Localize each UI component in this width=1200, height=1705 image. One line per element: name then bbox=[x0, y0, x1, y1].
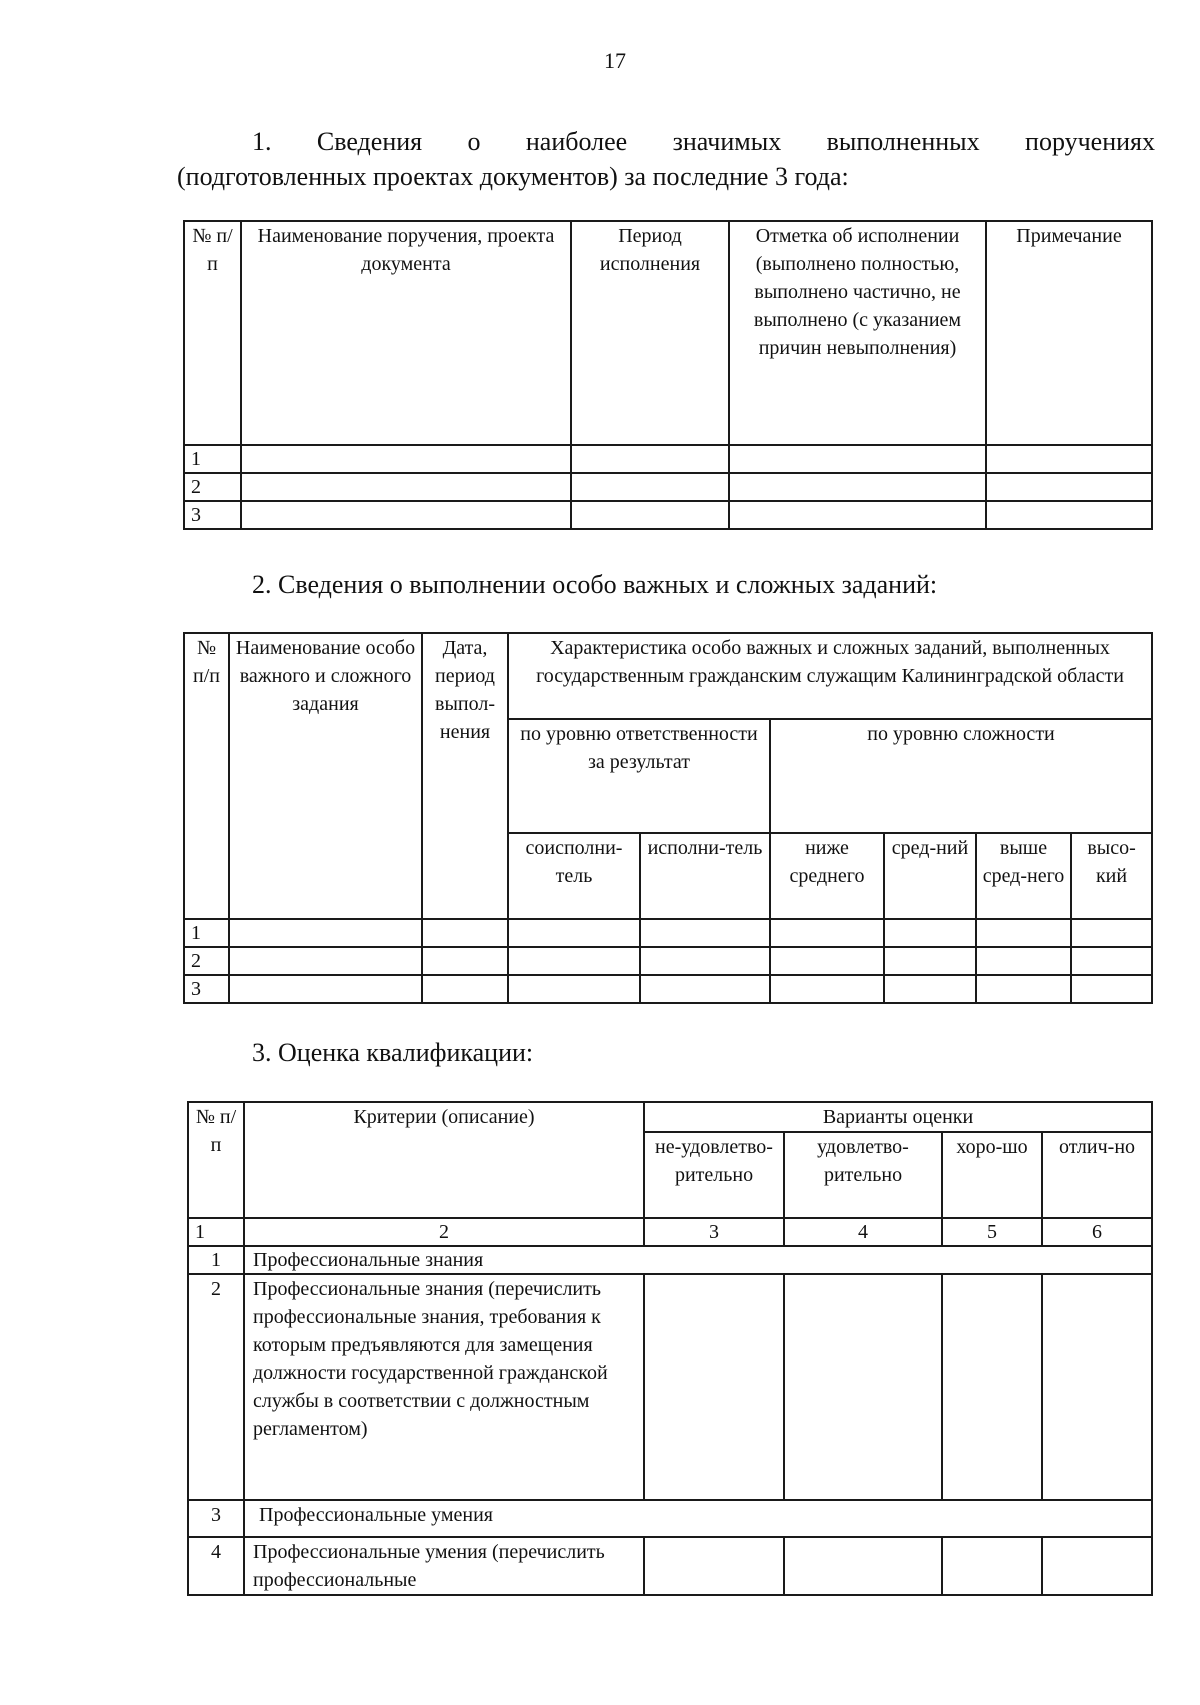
table-row bbox=[188, 1500, 1152, 1537]
empty-cell bbox=[1071, 975, 1152, 1003]
empty-cell bbox=[729, 445, 986, 473]
assignments-table bbox=[183, 220, 1153, 530]
empty-cell bbox=[1042, 1274, 1152, 1500]
row-number: 3 bbox=[184, 975, 229, 1003]
table-row bbox=[184, 473, 1152, 501]
header-execution-mark: Отметка об исполнении (выполнено полностью, выполнено частично, не выполнено (с указанием причин невыполнения) bbox=[729, 221, 986, 445]
table-row bbox=[184, 445, 1152, 473]
empty-cell bbox=[976, 919, 1071, 947]
header-co-executor: соисполни-тель bbox=[508, 833, 640, 919]
header-good: хоро-шо bbox=[942, 1132, 1042, 1218]
empty-cell bbox=[729, 501, 986, 529]
header-assessment-variants: Варианты оценки bbox=[644, 1102, 1152, 1132]
empty-cell bbox=[976, 975, 1071, 1003]
table-header-row bbox=[184, 633, 1152, 719]
column-number: 2 bbox=[244, 1218, 644, 1246]
table-header-row bbox=[184, 221, 1152, 445]
criteria-description: Профессиональные знания (перечислить профессиональные знания, требования к которым предъявляются для замещения должности государственной гражданской службы в соответствии с должностным регламентом) bbox=[244, 1274, 644, 1500]
row-number: 1 bbox=[184, 919, 229, 947]
header-by-complexity: по уровню сложности bbox=[770, 719, 1152, 833]
criteria-description: Профессиональные умения (перечислить профессиональные bbox=[244, 1537, 644, 1595]
empty-cell bbox=[784, 1537, 942, 1595]
column-number: 4 bbox=[784, 1218, 942, 1246]
section-3-heading: 3. Оценка квалификации: bbox=[252, 1038, 534, 1067]
empty-cell bbox=[976, 947, 1071, 975]
empty-cell bbox=[508, 919, 640, 947]
empty-cell bbox=[644, 1274, 784, 1500]
row-number: 2 bbox=[184, 473, 241, 501]
empty-cell bbox=[770, 975, 884, 1003]
header-excellent: отлич-но bbox=[1042, 1132, 1152, 1218]
empty-cell bbox=[422, 947, 508, 975]
row-number: 3 bbox=[184, 501, 241, 529]
qualification-table bbox=[187, 1101, 1153, 1596]
section-1-heading: 1. Сведения о наиболее значимых выполненных поручениях bbox=[252, 127, 1155, 156]
empty-cell bbox=[770, 919, 884, 947]
column-numbers-row bbox=[188, 1218, 1152, 1246]
header-characteristic: Характеристика особо важных и сложных заданий, выполненных государственным гражданским служащим Калининградской области bbox=[508, 633, 1152, 719]
row-number: 4 bbox=[188, 1537, 244, 1595]
column-number: 6 bbox=[1042, 1218, 1152, 1246]
special-tasks-table bbox=[183, 632, 1153, 1004]
empty-cell bbox=[1042, 1537, 1152, 1595]
empty-cell bbox=[422, 919, 508, 947]
empty-cell bbox=[1071, 919, 1152, 947]
header-above-average: выше сред-него bbox=[976, 833, 1071, 919]
header-assignment-name: Наименование поручения, проекта документа bbox=[241, 221, 571, 445]
criteria-group-label: Профессиональные умения bbox=[244, 1500, 1152, 1537]
empty-cell bbox=[942, 1274, 1042, 1500]
empty-cell bbox=[571, 501, 729, 529]
row-number: 1 bbox=[184, 445, 241, 473]
column-number: 3 bbox=[644, 1218, 784, 1246]
empty-cell bbox=[1071, 947, 1152, 975]
header-average: сред-ний bbox=[884, 833, 976, 919]
empty-cell bbox=[571, 445, 729, 473]
header-note: Примечание bbox=[986, 221, 1152, 445]
header-number: № п/п bbox=[184, 221, 241, 445]
empty-cell bbox=[884, 975, 976, 1003]
empty-cell bbox=[986, 445, 1152, 473]
section-1-heading-continued: (подготовленных проектах документов) за последние 3 года: bbox=[177, 162, 849, 191]
empty-cell bbox=[942, 1537, 1042, 1595]
column-number: 5 bbox=[942, 1218, 1042, 1246]
empty-cell bbox=[784, 1274, 942, 1500]
header-unsatisfactory: не-удовлетво-рительно bbox=[644, 1132, 784, 1218]
empty-cell bbox=[229, 975, 422, 1003]
empty-cell bbox=[508, 975, 640, 1003]
table-row bbox=[188, 1537, 1152, 1595]
table-header-row bbox=[188, 1102, 1152, 1132]
empty-cell bbox=[640, 975, 770, 1003]
empty-cell bbox=[640, 947, 770, 975]
empty-cell bbox=[986, 501, 1152, 529]
empty-cell bbox=[986, 473, 1152, 501]
empty-cell bbox=[640, 919, 770, 947]
header-number: № п/п bbox=[184, 633, 229, 919]
table-row bbox=[184, 975, 1152, 1003]
section-2-heading: 2. Сведения о выполнении особо важных и сложных заданий: bbox=[252, 570, 938, 599]
empty-cell bbox=[229, 947, 422, 975]
header-criteria: Критерии (описание) bbox=[244, 1102, 644, 1218]
header-satisfactory: удовлетво-рительно bbox=[784, 1132, 942, 1218]
header-number: № п/п bbox=[188, 1102, 244, 1218]
header-below-average: ниже среднего bbox=[770, 833, 884, 919]
empty-cell bbox=[241, 445, 571, 473]
header-task-name: Наименование особо важного и сложного задания bbox=[229, 633, 422, 919]
empty-cell bbox=[422, 975, 508, 1003]
empty-cell bbox=[770, 947, 884, 975]
empty-cell bbox=[571, 473, 729, 501]
empty-cell bbox=[229, 919, 422, 947]
column-number: 1 bbox=[188, 1218, 244, 1246]
row-number: 2 bbox=[188, 1274, 244, 1500]
table-row bbox=[184, 919, 1152, 947]
row-number: 1 bbox=[188, 1246, 244, 1274]
empty-cell bbox=[241, 473, 571, 501]
empty-cell bbox=[508, 947, 640, 975]
empty-cell bbox=[644, 1537, 784, 1595]
header-by-responsibility: по уровню ответственности за результат bbox=[508, 719, 770, 833]
row-number: 2 bbox=[184, 947, 229, 975]
empty-cell bbox=[884, 947, 976, 975]
empty-cell bbox=[241, 501, 571, 529]
empty-cell bbox=[884, 919, 976, 947]
header-executor: исполни-тель bbox=[640, 833, 770, 919]
table-row bbox=[188, 1274, 1152, 1500]
table-row bbox=[188, 1246, 1152, 1274]
criteria-group-label: Профессиональные знания bbox=[244, 1246, 1152, 1274]
table-row bbox=[184, 947, 1152, 975]
page-number: 17 bbox=[604, 48, 626, 73]
header-high: высо-кий bbox=[1071, 833, 1152, 919]
empty-cell bbox=[729, 473, 986, 501]
header-period: Период исполнения bbox=[571, 221, 729, 445]
row-number: 3 bbox=[188, 1500, 244, 1537]
table-row bbox=[184, 501, 1152, 529]
header-date-period: Дата, период выпол-нения bbox=[422, 633, 508, 919]
